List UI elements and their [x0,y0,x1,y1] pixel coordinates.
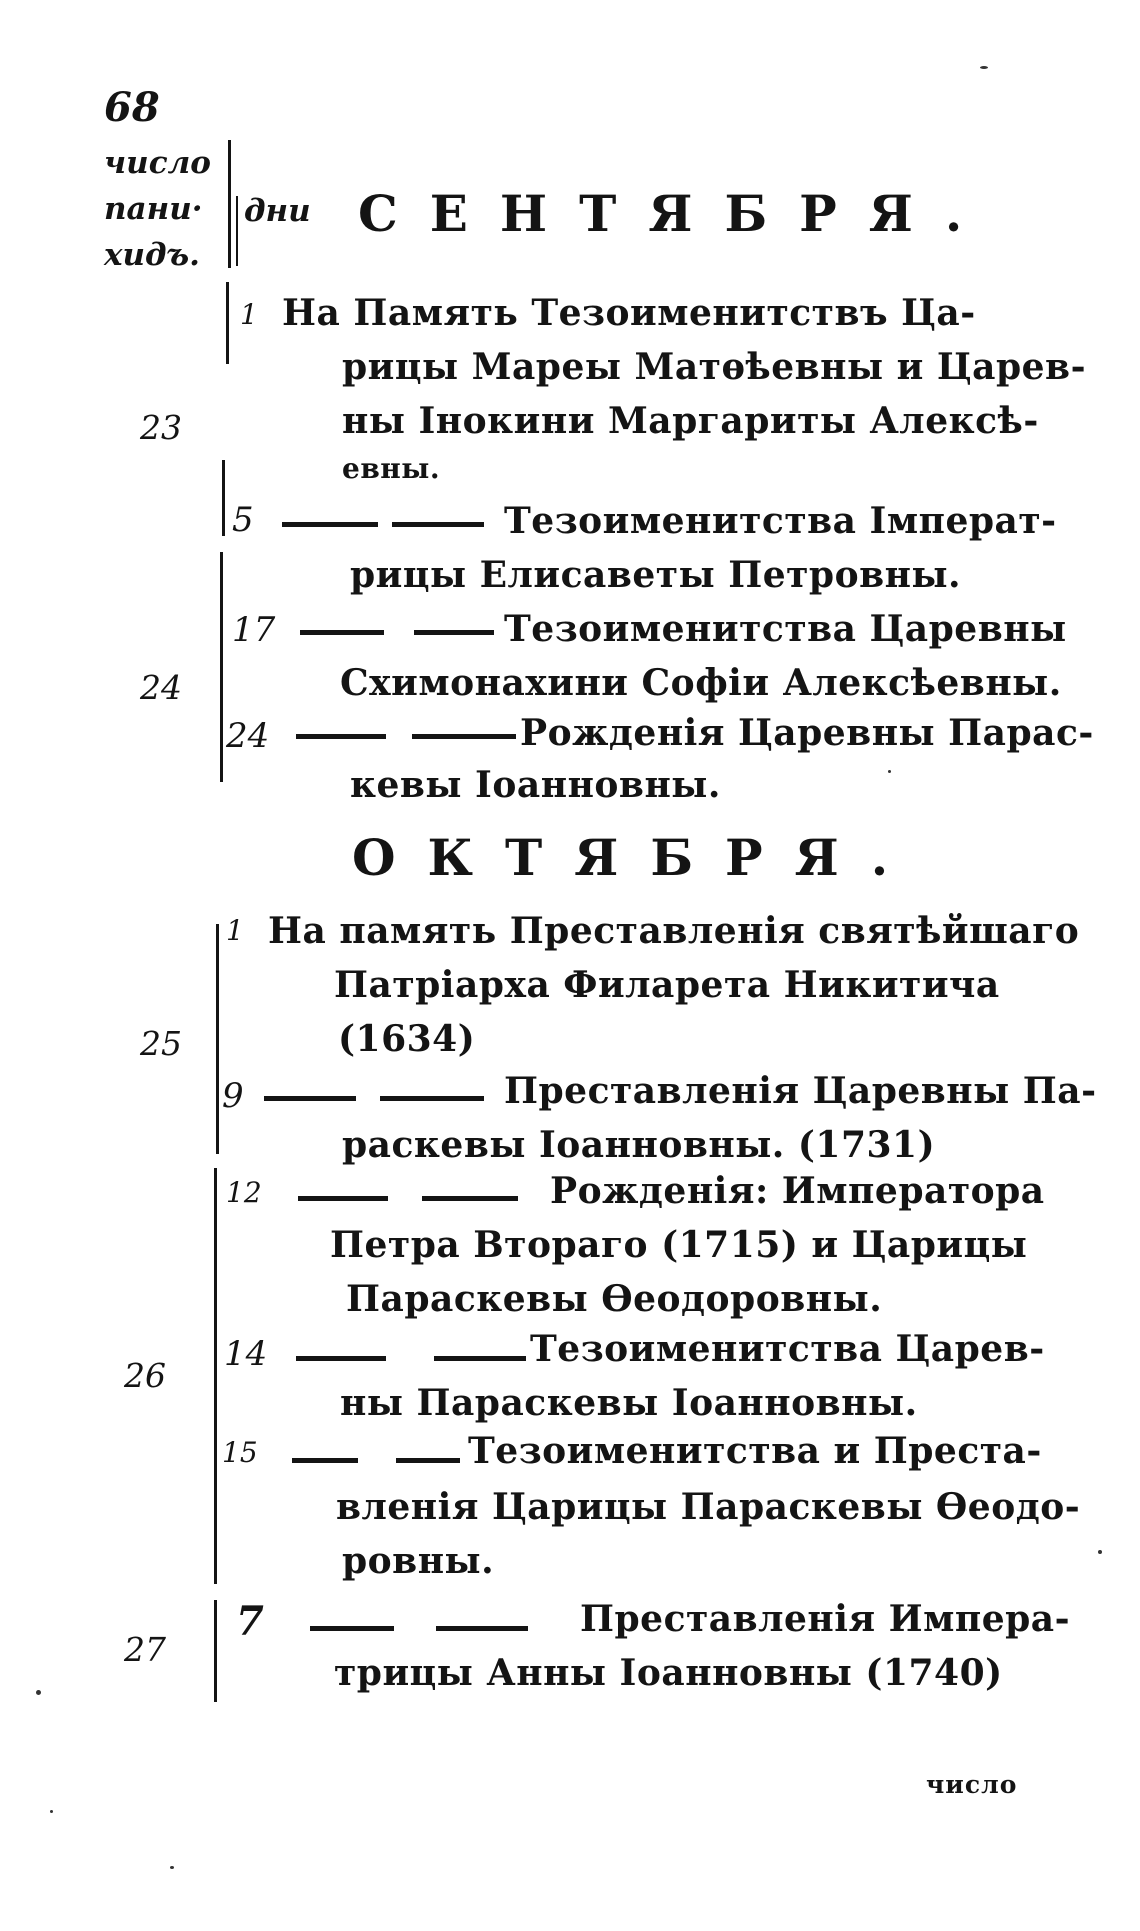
entry-line: вленія Царицы Параскевы Ѳеодо- [336,1486,1081,1528]
entry-line: Параскевы Ѳеодоровны. [346,1278,883,1320]
entry-line: Схимонахини Софіи Алексѣевны. [340,662,1062,704]
entry-line: ны Інокини Маргариты Алексѣ- [342,400,1039,442]
entry-day: 17 [232,610,276,650]
entry-day: 14 [224,1334,268,1374]
entry-line: Тезоименитства Царев- [530,1328,1045,1370]
header-col1-line: хидъ. [104,237,200,273]
entry-line: рицы Мареы Матѳѣевны и Царев- [342,346,1087,388]
bracket [220,552,223,782]
entry-line: раскевы Іоанновны. (1731) [342,1124,936,1166]
entry-day: 24 [226,716,270,756]
header-col1-line: число [104,145,211,181]
ditto-dash [310,1626,394,1631]
entry-line: На Память Тезоименитствъ Ца- [282,292,976,334]
ditto-dash [392,522,484,527]
scan-speck [1098,1550,1102,1554]
group-number: 25 [140,1024,182,1063]
entry-day: 12 [226,1176,262,1209]
header-divider [236,196,238,266]
bracket [226,282,229,364]
header-column-panikhid [104,140,214,278]
entry-line: Тезоименитства и Преста- [468,1430,1042,1472]
scan-speck [36,1690,41,1695]
scan-speck [980,66,988,69]
entry-line: евны. [342,452,441,485]
entry-line: Преставленія Импера- [580,1598,1071,1640]
header-column-days: дни [244,193,311,229]
group-number: 26 [124,1356,166,1395]
entry-line: Патріарха Филарета Никитича [334,964,1000,1006]
bracket [222,460,225,536]
entry-line: Преставленія Царевны Па- [504,1070,1097,1112]
entry-line: ровны. [342,1540,495,1582]
entry-day: 1 [226,914,244,947]
ditto-dash [396,1458,460,1463]
group-number: 23 [140,408,182,447]
scan-speck [50,1810,53,1813]
catchword: число [926,1770,1018,1799]
ditto-dash [422,1196,518,1201]
bracket [214,1600,217,1702]
entry-line: ны Параскевы Іоанновны. [340,1382,918,1424]
month-heading-september: СЕНТЯБРЯ. [358,184,995,243]
entry-line: Рожденія Царевны Парас- [520,712,1094,754]
ditto-dash [300,630,384,635]
entry-line: кевы Іоанновны. [350,764,721,806]
entry-day: 9 [222,1076,244,1116]
ditto-dash [414,630,494,635]
group-number: 27 [124,1630,166,1669]
scan-speck [888,770,891,773]
ditto-dash [292,1458,358,1463]
ditto-dash [296,734,386,739]
scan-speck [170,1866,174,1869]
ditto-dash [282,522,378,527]
entry-day: 5 [232,500,254,540]
group-number: 24 [140,668,182,707]
ditto-dash [298,1196,388,1201]
entry-line: Рожденія: Императора [550,1170,1045,1212]
month-heading-october: ОКТЯБРЯ. [352,828,921,887]
ditto-dash [264,1096,356,1101]
ditto-dash [434,1356,526,1361]
ditto-dash [296,1356,386,1361]
page-number: 68 [104,84,160,131]
entry-day: 7 [236,1598,264,1645]
ditto-dash [436,1626,528,1631]
entry-line: Петра Втораго (1715) и Царицы [330,1224,1028,1266]
entry-day: 1 [240,298,258,331]
entry-line: На память Преставленія святѣйшаго [268,910,1080,952]
bracket [216,924,219,1154]
entry-day: 15 [222,1436,258,1469]
ditto-dash [380,1096,484,1101]
entry-line: рицы Елисаветы Петровны. [350,554,962,596]
bracket [214,1168,217,1584]
header-divider [228,140,231,268]
entry-line: Тезоименитства Імперат- [504,500,1057,542]
entry-line: Тезоименитства Царевны [504,608,1067,650]
header-col1-line: пани· [104,191,203,227]
entry-line: трицы Анны Іоанновны (1740) [334,1652,1003,1694]
ditto-dash [412,734,516,739]
entry-line: (1634) [338,1018,476,1060]
